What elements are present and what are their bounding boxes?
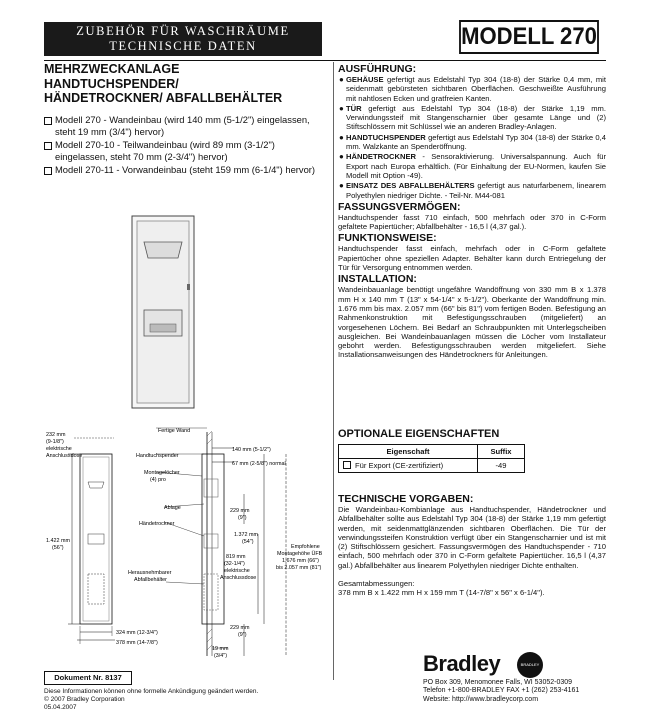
options-col-header: Suffix	[478, 445, 525, 459]
address-line[interactable]: Website: http://www.bradleycorp.com	[423, 695, 539, 703]
options-row-label: Für Export (CE-zertifiziert)	[355, 461, 444, 470]
dim-label: (9")	[238, 632, 247, 638]
options-cell	[339, 459, 478, 473]
product-title-line: HANDTUCHSPENDER/	[44, 76, 179, 91]
section-text: Handtuchspender fasst einfach, mehrfach oder in C-Form gefaltete Papiertücher ohne speziellen Adapter. Behälter kann durch Entriegelung der Tür für Versorgung entnommen werden.	[338, 244, 606, 273]
brand-badge-icon: BRADLEY	[517, 652, 543, 678]
footer-notes	[44, 688, 258, 712]
section-heading: TECHNISCHE VORGABEN:	[338, 493, 474, 505]
dim-label: Abfallbehälter	[134, 577, 167, 583]
dim-label: 1.372 mm	[234, 532, 258, 538]
section-heading: FUNKTIONSWEISE:	[338, 232, 437, 245]
product-illustration	[130, 214, 196, 410]
dim-label: (56")	[52, 545, 64, 551]
banner-line-2: TECHNISCHE DATEN	[109, 39, 257, 53]
checkbox-icon	[44, 167, 52, 175]
model-item	[44, 139, 329, 164]
dim-label: 229 mm	[230, 508, 250, 514]
brand-logo: Bradley	[423, 651, 501, 676]
dim-label: (4) pro	[150, 477, 166, 483]
dim-label: Händetrockner	[139, 521, 175, 527]
dim-label: elektrische	[224, 568, 250, 574]
technical-section	[338, 492, 606, 598]
document-number: Dokument Nr. 8137	[44, 671, 132, 685]
dim-label: (32-1/4")	[224, 561, 245, 567]
header-rule	[44, 60, 606, 61]
spec-item: ● HÄNDETROCKNER - Sensoraktivierung. Universalspannung. Auch für Export nach Europa erhältlich. (Für Einhaltung der EU-Normen, kaufen Sie Modell mit Option -49).	[339, 152, 606, 180]
dim-label: (9-1/8")	[46, 439, 64, 445]
model-title: MODELL 270	[459, 20, 599, 54]
dim-label: (3/4")	[214, 653, 227, 659]
address-line: Telefon +1-800-BRADLEY FAX +1 (262) 253-4161	[423, 687, 580, 695]
spec-item: ● TÜR gefertigt aus Edelstahl Typ 304 (18-8) der Stärke 1,19 mm. Verwindungssteif mit Stangenscharnier über gesamte Länge und (2) Stiftschlössern mit Schlüssel wie an anderen Bradley-Anlagen.	[339, 103, 606, 132]
dims-value: 378 mm B x 1.422 mm H x 159 mm T (14-7/8" x 56" x 6-1/4").	[338, 588, 545, 598]
model-item-text: Modell 270-11 - Vorwandeinbau (steht 159 mm (6-1/4") hervor)	[55, 163, 316, 175]
product-title	[44, 62, 282, 106]
model-item	[44, 164, 329, 176]
company-address	[423, 679, 579, 704]
technical-drawing	[44, 424, 334, 666]
dim-label: bis 2.057 mm (81")	[276, 565, 322, 571]
dim-label: Handtuchspender	[136, 453, 179, 459]
spec-item: ● HANDTUCHSPENDER gefertigt aus Edelstahl Typ 304 (18-8) der Stärke 0,4 mm. Walzkante an Spenderöffnung.	[339, 132, 606, 152]
dim-label: 232 mm	[46, 432, 66, 438]
model-item	[44, 114, 329, 139]
spec-item: ● GEHÄUSE gefertigt aus Edelstahl Typ 304 (18-8) der Stärke 0,4 mm, mit seidenmatt gebürsteten sichtbaren Oberflächen. Geschweißte Ausführung mit nahtlosen Ecken und gratfreien Kanten.	[339, 75, 606, 103]
footer-line: 05.04.2007	[44, 704, 77, 711]
section-heading: FASSUNGSVERMÖGEN:	[338, 200, 461, 213]
model-item-text: Modell 270 - Wandeinbau (wird 140 mm (5-1/2") eingelassen, steht 19 mm (3/4") hervor)	[55, 114, 310, 138]
section-text: Wandeinbauanlage benötigt ungefähre Wandöffnung von 330 mm B x 1.378 mm H x 140 mm T (13" x 54-1/4" x 5-1/2"). Oberkante der Wandöffnung min. 1.676 mm bis max. 2.057 mm (66" bis 81") vom fertigen Boden. Befestigung an Rahmenkonstruktion mit Befestigungsschrauben (mitgeliefert) an vorgesehenen Löchern. Bei Bedarf an Schraubpunkten mit Unterlegscheiben ausgleichen. Bei Wandeinbauanlagen müssen die Löcher vom Installateur gebohrt werden. Befestigungsschrauben werden mitgeliefert. Siehe Installationsanweisungen des Händetrockners für Anleitungen.	[338, 285, 606, 360]
dim-label: Herausnehmbarer	[128, 570, 172, 576]
footer-line: © 2007 Bradley Corporation	[44, 696, 125, 703]
dim-label: Fertige Wand	[158, 428, 191, 434]
model-list	[44, 114, 329, 176]
product-title-line: HÄNDETROCKNER/ ABFALLBEHÄLTER	[44, 91, 283, 105]
dim-label: 324 mm (12-3/4")	[116, 630, 158, 636]
spec-item: ● EINSATZ DES ABFALLBEHÄLTERS gefertigt aus naturfarbenem, linearem Polyethylen niedriger Dichte. - Teil-Nr. M44-081	[339, 181, 606, 200]
dim-label: Empfohlene	[291, 544, 320, 550]
options-suffix: -49	[478, 459, 525, 473]
options-table	[338, 444, 525, 473]
checkbox-icon	[44, 117, 52, 125]
dim-label: Anschlussdose	[220, 575, 257, 581]
product-title-line: MEHRZWECKANLAGE	[44, 62, 180, 76]
dim-label: 819 mm	[226, 554, 246, 560]
options-col-header: Eigenschaft	[339, 445, 478, 459]
options-section	[338, 428, 606, 473]
address-line: PO Box 309, Menomonee Falls, WI 53052-0309	[423, 679, 573, 686]
banner-line-1: ZUBEHÖR FÜR WASCHRÄUME	[76, 24, 290, 38]
checkbox-icon	[44, 142, 52, 150]
dim-label: 67 mm (2-5/8") normal	[232, 461, 286, 467]
spec-column	[338, 62, 606, 360]
dim-label: Montagehöhe ÜFB	[277, 551, 323, 557]
dim-label: Anschlussdose	[46, 453, 83, 459]
checkbox-icon	[343, 461, 351, 469]
dim-label: 1.422 mm	[46, 538, 70, 544]
dim-label: 229 mm	[230, 625, 250, 631]
dim-label: 1.676 mm (66")	[282, 558, 319, 564]
options-heading: OPTIONALE EIGENSCHAFTEN	[338, 428, 500, 440]
dim-label: Montagelöcher	[144, 470, 180, 476]
section-heading: INSTALLATION:	[338, 273, 417, 286]
dim-label: (9")	[238, 515, 247, 521]
header-banner	[44, 22, 322, 56]
dim-label: (54")	[242, 539, 254, 545]
dim-label: 19 mm	[212, 646, 229, 652]
footer-line: Diese Informationen können ohne formelle Ankündigung geändert werden.	[44, 688, 259, 695]
dim-label: 378 mm (14-7/8")	[116, 640, 158, 646]
section-heading: AUSFÜHRUNG:	[338, 63, 417, 75]
dims-label: Gesamtabmessungen:	[338, 579, 415, 589]
dim-label: 140 mm (5-1/2")	[232, 447, 271, 453]
section-text: Handtuchspender fasst 710 einfach, 500 mehrfach oder 370 in C-Form gefaltete Papiertücher; Abfallbehälter - 16,5 l (4,37 gal.).	[338, 212, 606, 232]
model-item-text: Modell 270-10 - Teilwandeinbau (wird 89 mm (3-1/2") eingelassen, steht 70 mm (2-3/4") hervor)	[55, 138, 275, 163]
dim-label: Ablage	[164, 505, 181, 511]
section-text: Die Wandeinbau-Kombianlage aus Handtuchspender, Händetrockner und Abfallbehälter sollte aus Edelstahl Typ 304 (18-8) der Stärke 1,19 mm gefertigt werden, mit seidenmattglänzenden sichtbaren Oberflächen. Die Tür der verwindungssteifen Konstruktion verfügt über ein Stangenscharnier und ist mit (2) Stiftschlössern gesichert. Fassungsvermögen des Handtuchspender - 710 einfach, 500 mehrfach oder 370 in C-Form gefaltete Papiertücher. 16,5 l (4,37 gal.) Abfallbehälter aus linearem Polyethylen niedriger Dichte enthalten.	[338, 505, 606, 570]
dim-label: elektrische	[46, 446, 72, 452]
